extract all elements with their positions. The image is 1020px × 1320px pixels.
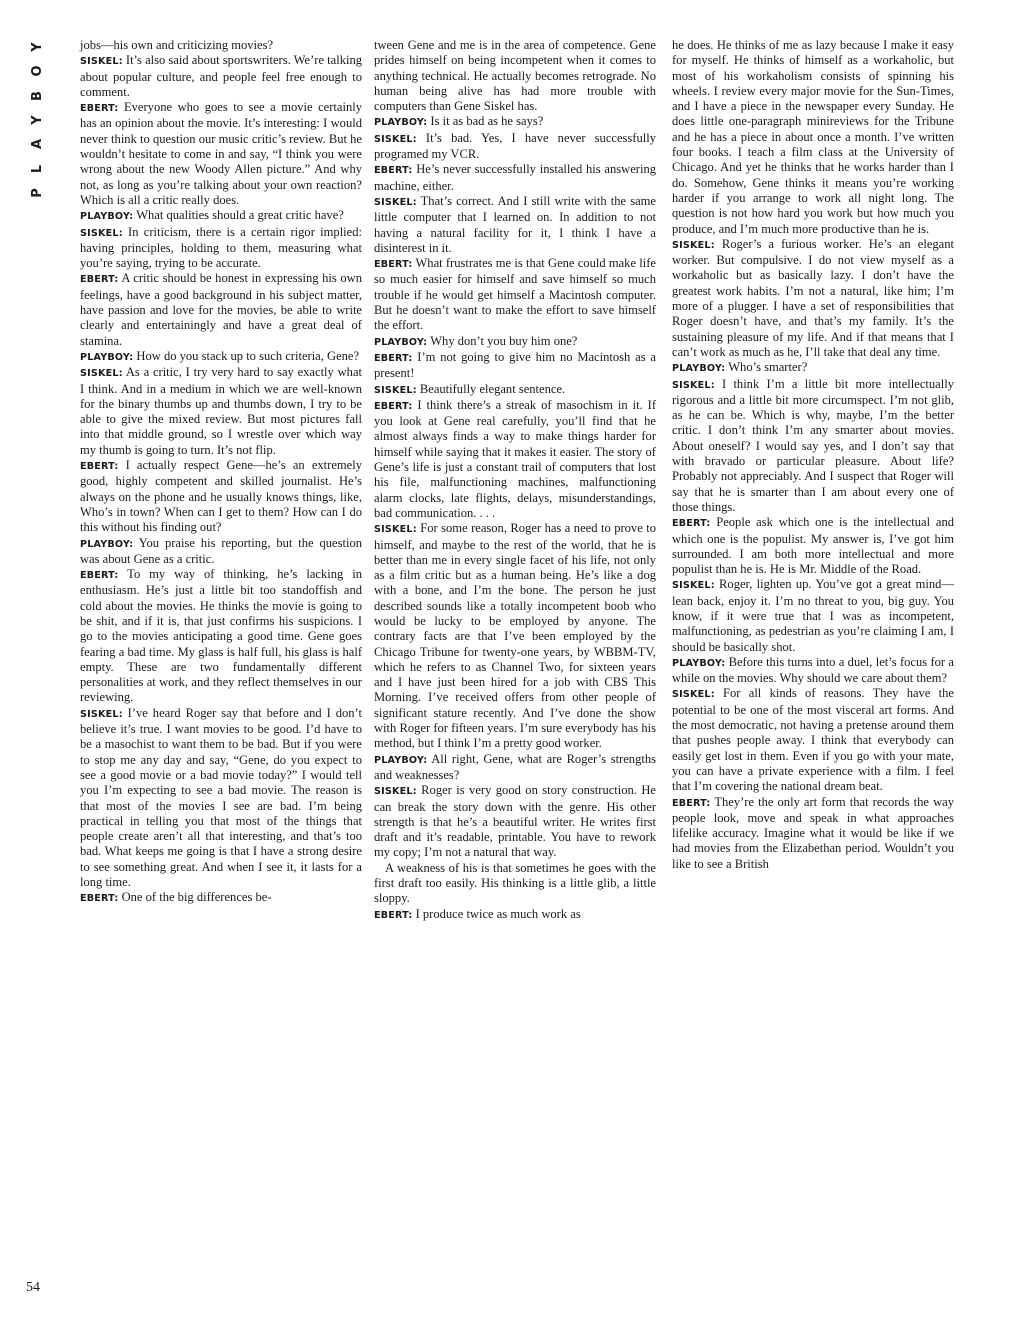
speaker-label: SISKEL: <box>374 384 417 396</box>
paragraph-text: In criticism, there is a certain rigor implied: having principles, holding to them, measuring what you’re saying, trying to be accurate. <box>80 224 362 271</box>
interview-paragraph <box>80 53 362 100</box>
paragraph-text: I think I’m a little bit more intellectually rigorous and a little bit more circumspect. I’m not glib, as he can be. Which is why, maybe, I’m the better critic. I don’t think I’m any smarter about movies. About oneself? I would say yes, and I don’t say that with bravado or particular pleasure. About life? Probably not appreciably. And I suspect that Roger will say that he is smarter than I am about every one of those things. <box>672 376 954 514</box>
interview-paragraph <box>80 536 362 568</box>
speaker-label: PLAYBOY: <box>80 211 134 223</box>
paragraph-text: It’s bad. Yes, I have never successfully programed my VCR. <box>374 130 657 162</box>
speaker-label: SISKEL: <box>80 708 123 720</box>
masthead-letter: Y <box>30 42 45 52</box>
speaker-label: SISKEL: <box>374 786 417 798</box>
text-column-left <box>80 38 362 907</box>
speaker-label: SISKEL: <box>672 239 715 251</box>
speaker-label: EBERT: <box>80 103 119 115</box>
paragraph-text: It’s also said about sportswriters. We’re talking about popular culture, and people feel free enough to comment. <box>80 53 363 99</box>
paragraph-text: Roger, lighten up. You’ve got a great mind—lean back, enjoy it. I’m no threat to you, big guy. You know, if it were true that I was as incompetent, malfunctioning, as pedestrian as you’re claiming I am, I should be basically shot. <box>672 577 954 654</box>
speaker-label: PLAYBOY: <box>374 754 428 766</box>
speaker-label: EBERT: <box>374 400 413 412</box>
paragraph-text: Who’s smarter? <box>728 360 808 375</box>
speaker-label: SISKEL: <box>80 56 123 68</box>
speaker-label: SISKEL: <box>374 196 417 208</box>
paragraph-text: Everyone who goes to see a movie certainly has an opinion about the movie. It’s interesting: I would never think to question our music critic’s review. But he wouldn’t hesitate to come in and say, “I think you were wrong about the new Woody Allen picture.” And why not, as long as you’re talking about your own reaction? Which is all a critic really does. <box>80 100 362 207</box>
masthead-letter: Y <box>30 115 45 125</box>
speaker-label: EBERT: <box>374 259 413 271</box>
paragraph-text: What frustrates me is that Gene could make life so much easier for himself and save himself so much trouble if he would get himself a Macintosh computer. But he doesn’t want to make the effort to save himself the effort. <box>374 256 656 333</box>
interview-paragraph <box>374 256 656 333</box>
interview-paragraph <box>672 360 954 376</box>
interview-paragraph <box>80 706 362 891</box>
speaker-label: EBERT: <box>80 274 119 286</box>
paragraph-text: That’s correct. And I still write with the same little computer that I learned on. In addition to not having a natural facility for it, I think I have a disinterest in it. <box>374 193 656 255</box>
speaker-label: PLAYBOY: <box>374 117 428 129</box>
interview-paragraph <box>672 38 954 237</box>
paragraph-text: Roger’s a furious worker. He’s an elegant worker. But compulsive. I do not view myself as a workaholic but as basically lazy. I don’t have the greatest work habits. I’m not a natural, like him; I’m more of a plugger. I have a set of responsibilities that Roger doesn’t have, and that’s my family. It’s the sustaining pleasure of my life. And if that means that I can’t work as much as he, I’ll take that deal any time. <box>672 236 954 359</box>
masthead-letter: B <box>30 90 45 101</box>
speaker-label: PLAYBOY: <box>80 538 134 550</box>
paragraph-text: A critic should be honest in expressing his own feelings, have a good background in his subject matter, have passion and love for the movies, be able to write clearly and entertainingly and have a great deal of stamina. <box>80 271 362 348</box>
interview-paragraph <box>80 458 362 535</box>
speaker-label: SISKEL: <box>672 379 715 391</box>
paragraph-text: tween Gene and me is in the area of competence. Gene prides himself on being incompetent when it comes to anything technical. He actually becomes retrograde. No human being alive has had more trouble with computers than Gene Siskel has. <box>374 38 656 114</box>
interview-paragraph <box>672 686 954 794</box>
speaker-label: EBERT: <box>374 352 413 364</box>
interview-paragraph <box>672 655 954 687</box>
paragraph-text: Is it as bad as he says? <box>430 114 544 129</box>
interview-paragraph <box>672 577 954 654</box>
interview-paragraph <box>374 398 656 521</box>
interview-paragraph <box>374 194 656 256</box>
paragraph-text: I’ve heard Roger say that before and I don’t believe it’s true. I want movies to be good. I’d have to be a masochist to want them to be bad. But if you were to stop me any day and say, “Gene, do you expect to see a good movie or a bad movie today?” I would tell you I’m expecting to see a bad movie. The reason is that most of the movies I see are bad. I’m being practical in telling you that most of the things that people create aren’t all that interesting, and that’s too bad. What keeps me going is that I have a strong desire to see something great. And when I see it, it lasts for a long time. <box>80 705 362 890</box>
interview-paragraph <box>672 795 954 872</box>
paragraph-text: I’m not going to give him no Macintosh as a present! <box>374 349 656 381</box>
speaker-label: EBERT: <box>374 165 413 177</box>
paragraph-text: I think there’s a streak of masochism in it. If you look at Gene real carefully, you’ll find that he almost always finds a way to make things harder for himself while saying that it makes it easier. The story of Gene’s life is just a constant trail of computers that lost his file, malfunctioning machines, malfunctioning alarm clocks, late flights, delays, misunderstandings, bad communication. . . . <box>374 397 656 520</box>
interview-paragraph <box>374 783 656 860</box>
interview-paragraph <box>374 752 656 784</box>
speaker-label: SISKEL: <box>672 580 715 592</box>
interview-paragraph <box>672 515 954 577</box>
interview-paragraph <box>672 377 954 516</box>
interview-paragraph <box>80 208 362 224</box>
speaker-label: PLAYBOY: <box>80 351 134 363</box>
speaker-label: EBERT: <box>374 909 413 921</box>
speaker-label: SISKEL: <box>672 689 715 701</box>
paragraph-text: As a critic, I try very hard to say exactly what I think. And in a medium in which we are well-known for the binary thumbs up and thumbs down, I try to be able to give the mixed review. But most pictures fall into that middle ground, so I wrestle over which way my thumb is going to turn. It’s not flip. <box>80 365 362 457</box>
paragraph-text: jobs—his own and criticizing movies? <box>80 38 274 52</box>
interview-paragraph <box>374 521 656 751</box>
masthead-letter: A <box>30 139 45 150</box>
paragraph-text: Before this turns into a duel, let’s focus for a while on the movies. Why should we care about them? <box>672 654 954 686</box>
interview-paragraph <box>80 100 362 208</box>
interview-paragraph <box>80 38 362 53</box>
speaker-label: EBERT: <box>672 518 711 530</box>
masthead-letter: P <box>30 188 45 198</box>
speaker-label: EBERT: <box>672 797 711 809</box>
interview-paragraph <box>374 38 656 114</box>
speaker-label: SISKEL: <box>80 227 123 239</box>
interview-paragraph <box>80 890 362 906</box>
masthead-letter: O <box>30 65 45 77</box>
paragraph-text: How do you stack up to such criteria, Gene? <box>136 348 360 363</box>
interview-paragraph <box>80 349 362 365</box>
paragraph-text: I produce twice as much work as <box>415 906 581 921</box>
speaker-label: PLAYBOY: <box>672 363 726 375</box>
paragraph-text: Beautifully elegant sentence. <box>419 381 566 396</box>
speaker-label: PLAYBOY: <box>672 657 726 669</box>
paragraph-text: Roger is very good on story construction. He can break the story down with the genre. His other strength is that he’s a beautiful writer. He writes first draft and it’s readable, printable. You have to rework my copy; I’m not a natural that way. <box>374 783 657 860</box>
paragraph-text: For some reason, Roger has a need to prove to himself, and maybe to the rest of the world, that he is better than me in every single facet of his life, not only as a film critic but as a human being. He’s like a dog with a bone, and I’m the bone. The person he just described sounds like a totally incompetent boob who would be lucky to be employed by anyone. The contrary facts are that I’ve been employed by the Chicago Tribune for twenty-one years, by WBBM-TV, which he refers to as Channel Two, for sixteen years and I have just been hired for a job with CBS This Morning. I’ve received offers from other people of significant stature recently. And I’ve done the show with Roger for fifteen years. I’m sure everybody has his method, but I think I’m a pretty good worker. <box>374 521 656 751</box>
interview-paragraph <box>80 365 362 458</box>
paragraph-text: They’re the only art form that records the way people look, move and speak in what approaches lifelike accuracy. Imagine what it would be like if we had movies from the Elizabethan period. Wouldn’t you like to see a British <box>672 794 954 871</box>
speaker-label: EBERT: <box>80 893 119 905</box>
interview-paragraph <box>80 567 362 706</box>
paragraph-text: I actually respect Gene—he’s an extremely good, highly competent and skilled journalist. He’s always on the phone and he usually knows things, like, Who’s in town? When can I get to them? How can I do this without his finding out? <box>80 458 362 535</box>
paragraph-text: One of the big differences be- <box>121 890 272 905</box>
masthead-letter: L <box>30 164 45 173</box>
paragraph-text: Why don’t you buy him one? <box>430 333 578 348</box>
text-column-right <box>672 38 954 872</box>
interview-paragraph <box>374 114 656 130</box>
speaker-label: SISKEL: <box>374 524 417 536</box>
speaker-label: EBERT: <box>80 461 119 473</box>
paragraph-text: To my way of thinking, he’s lacking in enthusiasm. He’s just a little bit too standoffish and cold about the movies. He thinks the movie is going to be shit, and if it is, that just confirms his suspicions. I go to the movies anticipating a good time. Gene goes fearing a bad time. My glass is half full, his glass is half empty. These are two fundamentally different personalities at work, and they reflect themselves in our reviewing. <box>80 567 362 705</box>
paragraph-text: All right, Gene, what are Roger’s strengths and weaknesses? <box>374 751 656 782</box>
magazine-masthead <box>24 40 52 200</box>
speaker-label: SISKEL: <box>374 133 417 145</box>
interview-paragraph <box>672 237 954 360</box>
speaker-label: EBERT: <box>80 570 119 582</box>
paragraph-text: A weakness of his is that sometimes he goes with the first draft too easily. His thinking is a little glib, a little sloppy. <box>374 860 656 906</box>
paragraph-text: he does. He thinks of me as lazy because I make it easy for myself. He thinks of himself as a workaholic, but most of his workaholism consists of spinning his wheels. I review every major movie for the Sun-Times, and I have a piece in the newspaper every Sunday. He does little one-paragraph minireviews for the Tribune and he has a piece in about once a month. I’ve written four books. I teach a film class at the University of Chicago. And yet he thinks that he works harder than I do. Somehow, Gene thinks it means you’re working harder if you arrange to work all night long. The question is not how hard you work but how much you produce, and I’m much more productive than he is. <box>672 38 954 236</box>
interview-paragraph <box>374 382 656 398</box>
paragraph-text: He’s never successfully installed his answering machine, either. <box>374 162 656 193</box>
interview-paragraph <box>80 271 362 348</box>
speaker-label: SISKEL: <box>80 368 123 380</box>
text-column-middle <box>374 38 656 923</box>
interview-paragraph <box>374 861 656 907</box>
interview-paragraph <box>374 334 656 350</box>
paragraph-text: For all kinds of reasons. They have the potential to be one of the most visceral art forms. And the most democratic, not having a pretense around them that pushes people away. I think that everybody can easily get lost in them. Even if you go with your mate, you can have a private experience with a film. I feel that I’m covering the national dream beat. <box>672 686 954 794</box>
paragraph-text: You praise his reporting, but the question was about Gene as a critic. <box>80 535 363 566</box>
interview-paragraph <box>374 131 656 163</box>
interview-paragraph <box>80 225 362 272</box>
page-number: 54 <box>26 1280 40 1295</box>
paragraph-text: What qualities should a great critic have? <box>136 208 344 223</box>
paragraph-text: People ask which one is the intellectual and which one is the populist. My answer is, I’ve got him surrounded. I am both more intellectual and more populist than he is. He is Mr. Middle of the Road. <box>672 515 954 577</box>
interview-paragraph <box>374 907 656 923</box>
speaker-label: PLAYBOY: <box>374 336 428 348</box>
interview-paragraph <box>374 162 656 194</box>
interview-paragraph <box>374 350 656 382</box>
